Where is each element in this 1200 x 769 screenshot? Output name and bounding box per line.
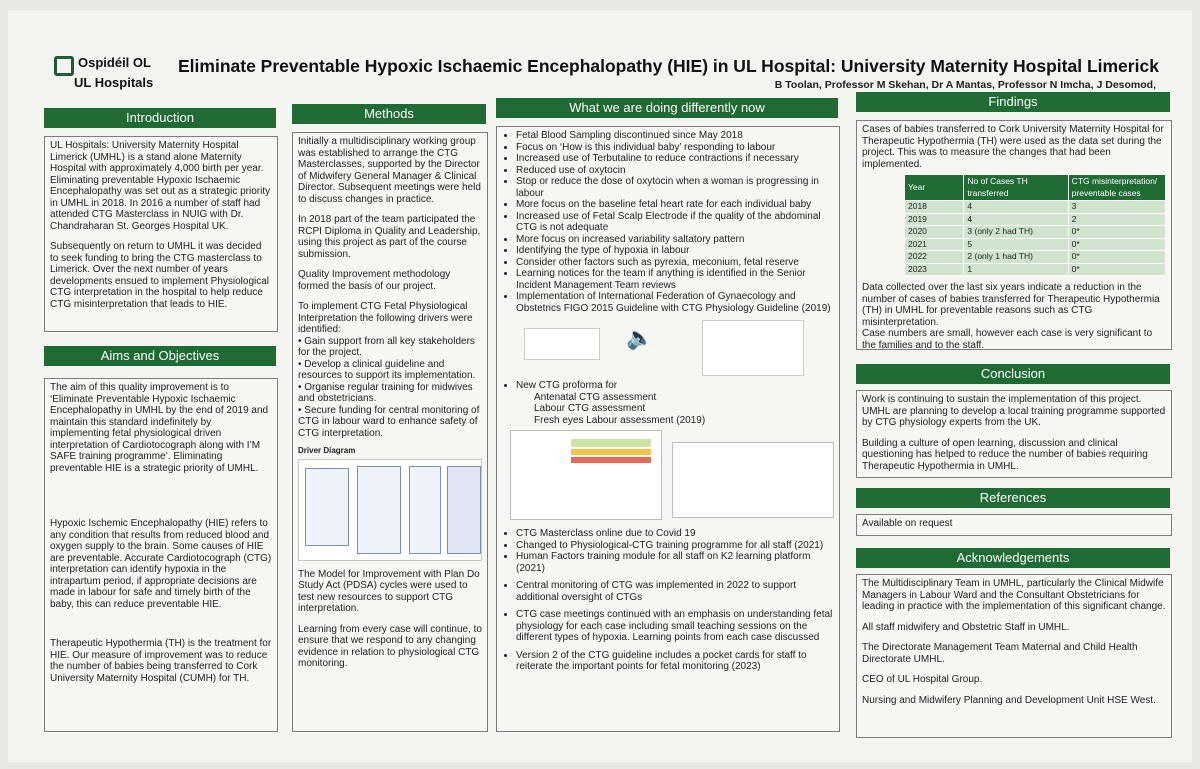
driver-4: • Secure funding for central monitoring of CTG in labour ward to enhance safety of CTG interpretation. <box>298 404 480 439</box>
driver-diagram-image <box>298 459 482 561</box>
logo-line-1: Ospidéil OL <box>78 55 151 70</box>
ack-paragraph-1: The Multidisciplinary Team in UMHL, particularly the Clinical Midwife Managers in Labour Ward and the Consultant Obstetricians for leading in practice with the implementation of this significant change. <box>862 578 1166 612</box>
change-item: • More focus on the baseline fetal heart rate for each individual baby <box>516 199 834 211</box>
introduction-box <box>44 136 278 332</box>
table-row: 2020 3 (only 2 had TH) 0* <box>905 226 1166 239</box>
conclusion-paragraph-2: Building a culture of open learning, discussion and clinical questioning has helped to reduce the number of babies requiring Therapeutic Hypothermia in UMHL. <box>862 437 1148 472</box>
poster-title: Eliminate Preventable Hypoxic Ischaemic Encephalopathy (HIE) in UL Hospital: University Maternity Hospital Limerick <box>178 56 1159 76</box>
table-header-year: Year <box>905 175 964 201</box>
findings-paragraph-2: Data collected over the last six years indicate a reduction in the number of cases of babies transferred for Therapeutic Hypothermia (TH) in UMHL for preventable reasons such as CTG misinterpretation. <box>862 282 1160 328</box>
proforma-item: Labour CTG assessment <box>534 403 646 414</box>
acknowledgements-box <box>856 574 1172 738</box>
aims-paragraph-2: Hypoxic Ischemic Encephalopathy (HIE) refers to any condition that results from reduced blood and oxygen supply to the brain. Some causes of HIE are preventable. Accurate Cardiotocograph (CTG) interpretation can identify hypoxia in the intrapartum period, if appropriate decisions are made in labour for safe and timely birth of the baby, this can reduce preventable HIE. <box>50 518 272 610</box>
table-row: 2018 4 3 <box>905 201 1166 214</box>
methods-drivers-intro: To implement CTG Fetal Physiological Interpretation the following drivers were identified: <box>298 301 473 335</box>
methods-paragraph-3: Quality Improvement methodology formed the basis of our project. <box>298 269 451 292</box>
findings-paragraph-1: Cases of babies transferred to Cork University Maternity Hospital for Therapeutic Hypothermia (TH) were used as the data set during the project. This was to measure the changes that had been implemented. <box>862 124 1164 170</box>
methods-paragraph-5: The Model for Improvement with Plan Do Study Act (PDSA) cycles were used to test new resources to support CTG interpretation. <box>298 568 480 614</box>
changes-list-2 <box>502 528 834 673</box>
ctg-document-image <box>702 320 804 376</box>
ctg-proforma-images <box>502 430 834 522</box>
change-item: • Increased use of Fetal Scalp Electrode if the quality of the abdominal CTG is not adequate <box>516 211 834 234</box>
ack-paragraph-5: Nursing and Midwifery Planning and Development Unit HSE West. <box>862 694 1156 706</box>
change-item: • Identifying the type of hypoxia in labour <box>516 245 834 257</box>
change-item: • Stop or reduce the dose of oxytocin when a woman is progressing in labour <box>516 176 834 199</box>
driver-3: • Organise regular training for midwives and obstetricians. <box>298 381 473 404</box>
speaker-icon: 🔈 <box>626 325 654 350</box>
poster <box>8 10 1192 762</box>
change-item: • Changed to Physiological-CTG training programme for all staff (2021) <box>516 540 834 552</box>
acknowledgements-heading: Acknowledgements <box>856 548 1170 568</box>
ul-hospitals-logo <box>54 56 164 90</box>
different-heading: What we are doing differently now <box>496 98 838 118</box>
table-row: 2023 1 0* <box>905 263 1166 276</box>
change-item: • Focus on ‘How is this individual baby’ responding to labour <box>516 142 834 154</box>
table-row: 2019 4 2 <box>905 213 1166 226</box>
changes-list-1 <box>502 130 834 314</box>
labour-proforma-image <box>510 430 662 520</box>
references-heading: References <box>856 488 1170 508</box>
introduction-heading: Introduction <box>44 108 276 128</box>
findings-table-header <box>905 175 1166 201</box>
physiological-ctg-logo-image <box>524 328 600 360</box>
table-row: 2022 2 (only 1 had TH) 0* <box>905 251 1166 264</box>
aims-paragraph-3: Therapeutic Hypothermia (TH) is the treatment for HIE. Our measure of improvement was to reduce the number of babies being transferred to Cork University Maternity Hospital (CUMH) for TH. <box>50 638 272 684</box>
methods-heading: Methods <box>292 104 486 124</box>
change-item: • Increased use of Terbutaline to reduce contractions if necessary <box>516 153 834 165</box>
table-row: 2021 5 0* <box>905 238 1166 251</box>
ack-paragraph-4: CEO of UL Hospital Group. <box>862 674 983 685</box>
fresh-eyes-proforma-image <box>672 442 834 518</box>
driver-1: • Gain support from all key stakeholders for the project. <box>298 335 475 358</box>
different-box <box>496 126 840 732</box>
intro-paragraph-1: UL Hospitals: University Maternity Hospital Limerick (UMHL) is a stand alone Maternity Hospital with approximately 4,000 birth per year. Eliminating preventable Hypoxic Ischaemic Encephalopathy was set out as a strategic priority in UMHL in 2018. In 2016 a number of staff had attended CTG Masterclass in NUIG with Dr. Chandraharan St. Georges Hospital UK. <box>50 140 271 232</box>
methods-paragraph-6: Learning from every case will continue, to ensure that we respond to any changing evidence in relation to physiological CTG monitoring. <box>298 623 482 669</box>
table-header-cases: No of Cases TH transferred <box>964 175 1068 201</box>
references-text: Available on request <box>862 518 953 529</box>
findings-table <box>904 174 1166 276</box>
poster-authors: B Toolan, Professor M Skehan, Dr A Mantas, Professor N Imcha, J Desomod, <box>774 79 1156 91</box>
change-item: • CTG Masterclass online due to Covid 19 <box>516 528 834 540</box>
change-item: • Central monitoring of CTG was implemented in 2022 to support additional oversight of CTGs <box>516 580 834 603</box>
findings-box <box>856 120 1172 350</box>
methods-paragraph-2: In 2018 part of the team participated the RCPI Diploma in Quality and Leadership, using this project as part of the course submission. <box>298 214 481 260</box>
references-box <box>856 514 1172 536</box>
driver-diagram-label: Driver Diagram <box>298 446 356 455</box>
aims-paragraph-1: The aim of this quality improvement is to ‘Eliminate Preventable Hypoxic Ischaemic Encephalopathy in UMHL by the end of 2019 and maintain this standard indefinitely by implementing fetal physiological driven interpretation of Cardiotocograph along with I’M SAFE training programme’. Eliminating preventable HIE is a strategic priority of UMHL. <box>50 382 269 474</box>
table-header-preventable: CTG misinterpretation/ preventable cases <box>1068 175 1165 201</box>
ack-paragraph-2: All staff midwifery and Obstetric Staff in UMHL. <box>862 621 1070 633</box>
change-item: • Human Factors training module for all staff on K2 learning platform (2021) <box>516 551 834 574</box>
ctg-images-row <box>502 320 834 376</box>
proforma-intro: • New CTG proforma for <box>516 380 834 392</box>
aims-box <box>44 378 278 732</box>
conclusion-box <box>856 390 1172 478</box>
conclusion-paragraph-1: Work is continuing to sustain the implementation of this project. UMHL are planning to develop a local training programme supported by CTG physiology experts from the UK. <box>862 394 1166 428</box>
change-item: • More focus on increased variability saltatory pattern <box>516 234 834 246</box>
methods-box <box>292 132 488 732</box>
ack-paragraph-3: The Directorate Management Team Maternal and Child Health Directorate UMHL. <box>862 642 1138 665</box>
conclusion-heading: Conclusion <box>856 364 1170 384</box>
proforma-item: Antenatal CTG assessment <box>534 391 657 403</box>
methods-paragraph-1: Initially a multidisciplinary working group was established to arrange the CTG Masterclasses, supported by the Director of Midwifery General Manager & Clinical Director. Subsequent meetings were held to discuss changes in practice. <box>298 136 481 205</box>
change-item: • Learning notices for the team if anything is identified in the Senior Incident Management Team reviews <box>516 268 834 291</box>
change-item: • Consider other factors such as pyrexia, meconium, fetal reserve <box>516 257 834 269</box>
change-item: • Implementation of International Federation of Gynaecology and Obstetrics FIGO 2015 Guideline with CTG Physiology Guideline (2019) <box>516 291 834 314</box>
findings-heading: Findings <box>856 92 1170 112</box>
driver-2: • Develop a clinical guideline and resources to support its implementation. <box>298 358 476 381</box>
findings-paragraph-3: Case numbers are small, however each case is very significant to the families and to the staff. <box>862 328 1153 350</box>
change-item: • Reduced use of oxytocin <box>516 165 834 177</box>
aims-heading: Aims and Objectives <box>44 346 276 366</box>
intro-paragraph-2: Subsequently on return to UMHL it was decided to seek funding to bring the CTG masterclass to Limerick. Over the next number of years developments ensued to implement Physiological CTG interpretation in the hospital to help reduce CTG misinterpretation that leads to HIE. <box>50 241 270 310</box>
logo-mark-icon <box>54 56 74 76</box>
change-item: • Fetal Blood Sampling discontinued since May 2018 <box>516 130 834 142</box>
proforma-item: Fresh eyes Labour assessment (2019) <box>534 414 706 426</box>
logo-line-2: UL Hospitals <box>74 75 154 90</box>
change-item: • CTG case meetings continued with an emphasis on understanding fetal physiology for each case including small teaching sessions on the different types of hypoxia. Learning points from each case discussed <box>516 609 834 644</box>
proforma-list <box>502 380 834 392</box>
change-item: • Version 2 of the CTG guideline includes a pocket cards for staff to reiterate the important points for fetal monitoring (2023) <box>516 650 834 673</box>
